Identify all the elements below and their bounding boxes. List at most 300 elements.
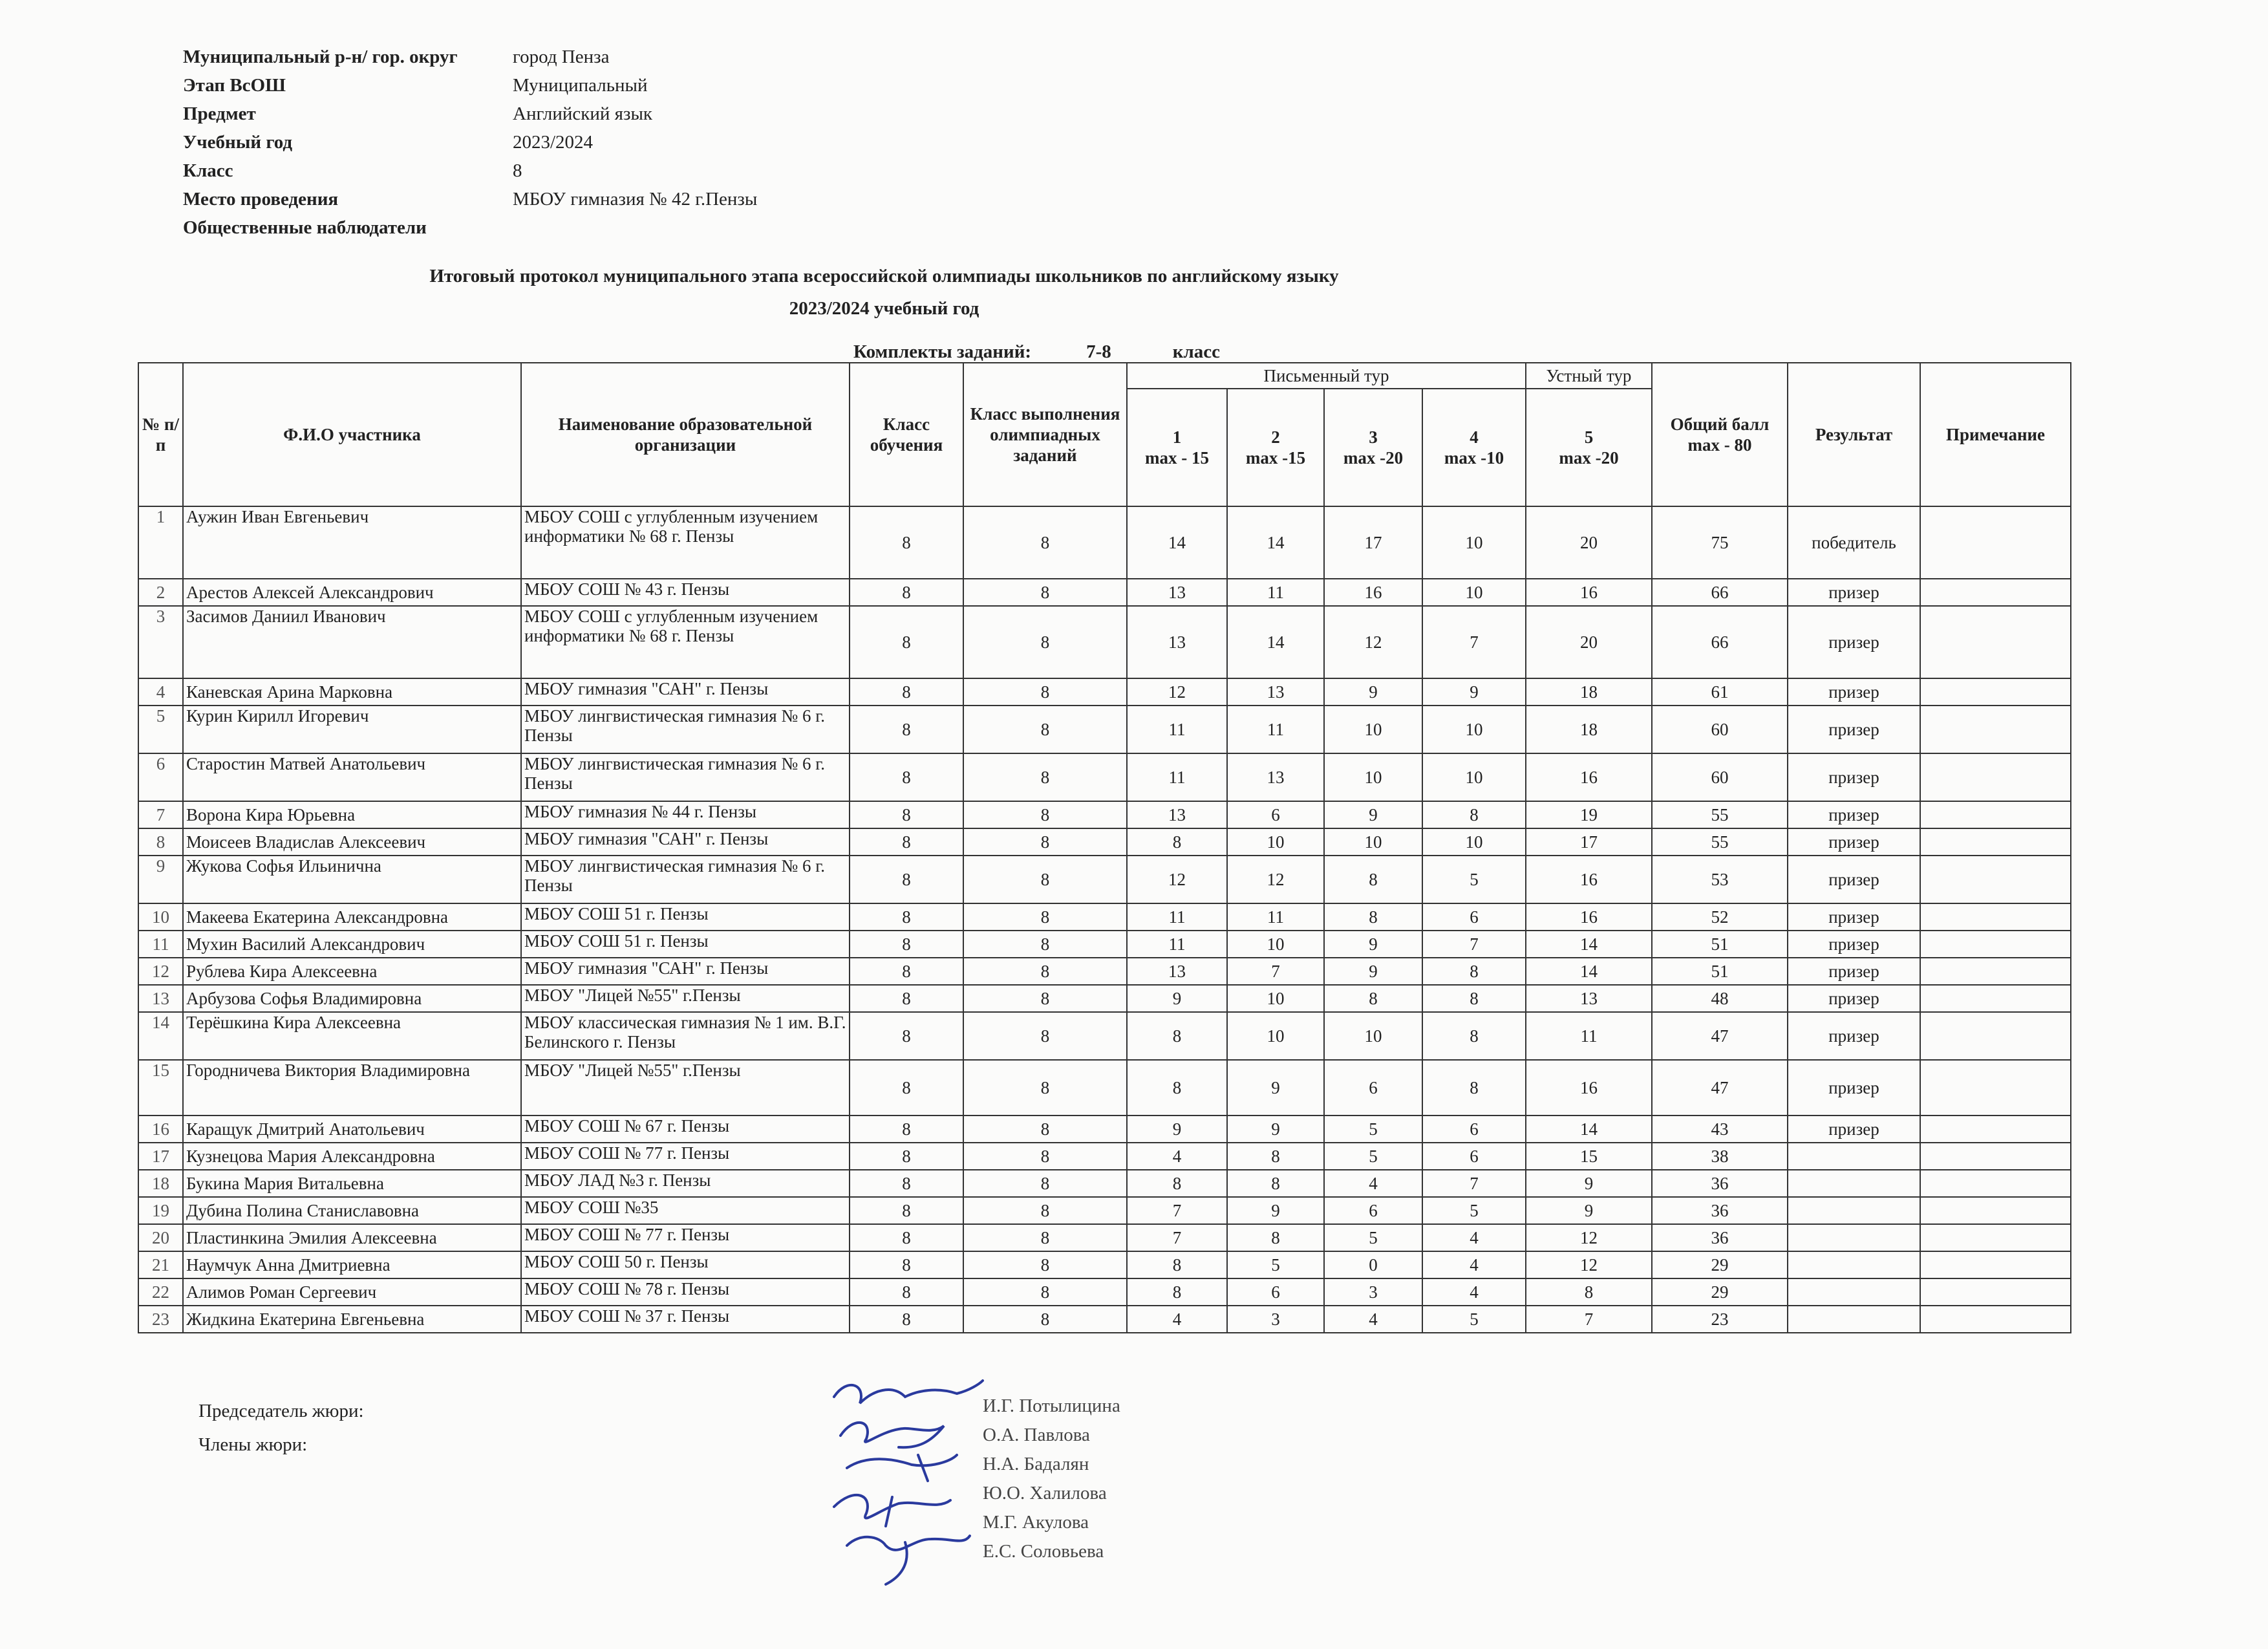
col-header-school: Наименование образовательной организации <box>521 363 850 506</box>
task-grade: 8 <box>963 1278 1127 1306</box>
table-row <box>138 1143 2071 1170</box>
result <box>1788 1306 1920 1333</box>
result: призер <box>1788 1116 1920 1143</box>
score-task-2: 11 <box>1227 706 1324 753</box>
school-name: МБОУ гимназия "САН" г. Пензы <box>521 678 850 706</box>
note <box>1920 706 2071 753</box>
school-name: МБОУ СОШ № 43 г. Пензы <box>521 579 850 606</box>
score-task-5: 20 <box>1526 506 1652 579</box>
grade: 8 <box>850 903 963 931</box>
participant-name: Рублева Кира Алексеевна <box>183 958 521 985</box>
signature-2 <box>840 1423 944 1447</box>
note <box>1920 1012 2071 1060</box>
kits-suffix: класс <box>1172 341 1220 362</box>
score-task-3: 8 <box>1324 903 1422 931</box>
meta-value: 8 <box>513 160 522 181</box>
row-number: 21 <box>138 1251 183 1278</box>
score-task-1: 8 <box>1127 1170 1227 1197</box>
row-number: 14 <box>138 1012 183 1060</box>
col-header-task-5: 5 max -20 <box>1526 389 1652 506</box>
jury-labels <box>198 1394 364 1461</box>
score-task-4: 10 <box>1422 506 1526 579</box>
score-task-4: 8 <box>1422 985 1526 1012</box>
meta-value: 2023/2024 <box>513 131 594 153</box>
note <box>1920 856 2071 903</box>
participant-name: Жукова Софья Ильинична <box>183 856 521 903</box>
note <box>1920 1197 2071 1224</box>
school-name: МБОУ СОШ №35 <box>521 1197 850 1224</box>
score-task-3: 5 <box>1324 1143 1422 1170</box>
score-task-2: 8 <box>1227 1224 1324 1251</box>
row-number: 3 <box>138 606 183 678</box>
col-header-task-grade: Класс выполнения олимпиадных заданий <box>963 363 1127 506</box>
task-grade: 8 <box>963 1116 1127 1143</box>
school-name: МБОУ классическая гимназия № 1 им. В.Г. Белинского г. Пензы <box>521 1012 850 1060</box>
task-grade: 8 <box>963 579 1127 606</box>
note <box>1920 579 2071 606</box>
result: призер <box>1788 753 1920 801</box>
score-task-4: 8 <box>1422 1012 1526 1060</box>
table-row <box>138 958 2071 985</box>
note <box>1920 801 2071 828</box>
total-score: 60 <box>1652 753 1788 801</box>
participant-name: Старостин Матвей Анатольевич <box>183 753 521 801</box>
col-header-num: № п/п <box>138 363 183 506</box>
row-number: 6 <box>138 753 183 801</box>
task-grade: 8 <box>963 1197 1127 1224</box>
score-task-2: 10 <box>1227 985 1324 1012</box>
score-task-4: 9 <box>1422 678 1526 706</box>
row-number: 9 <box>138 856 183 903</box>
participant-name: Засимов Даниил Иванович <box>183 606 521 678</box>
total-score: 38 <box>1652 1143 1788 1170</box>
school-name: МБОУ СОШ № 77 г. Пензы <box>521 1143 850 1170</box>
row-number: 23 <box>138 1306 183 1333</box>
score-task-5: 14 <box>1526 958 1652 985</box>
note <box>1920 931 2071 958</box>
table-row <box>138 1306 2071 1333</box>
meta-value: город Пенза <box>513 46 610 67</box>
participant-name: Букина Мария Витальевна <box>183 1170 521 1197</box>
grade: 8 <box>850 1060 963 1116</box>
grade: 8 <box>850 1116 963 1143</box>
total-score: 55 <box>1652 801 1788 828</box>
result: призер <box>1788 903 1920 931</box>
score-task-1: 14 <box>1127 506 1227 579</box>
score-task-3: 10 <box>1324 828 1422 856</box>
score-task-4: 10 <box>1422 706 1526 753</box>
score-task-4: 4 <box>1422 1251 1526 1278</box>
signature-3 <box>847 1455 957 1481</box>
grade: 8 <box>850 828 963 856</box>
kits-value: 7-8 <box>1086 341 1111 362</box>
score-task-5: 16 <box>1526 856 1652 903</box>
participant-name: Каращук Дмитрий Анатольевич <box>183 1116 521 1143</box>
score-task-3: 5 <box>1324 1116 1422 1143</box>
score-task-3: 9 <box>1324 801 1422 828</box>
task-grade: 8 <box>963 958 1127 985</box>
total-score: 60 <box>1652 706 1788 753</box>
score-task-4: 10 <box>1422 828 1526 856</box>
score-task-2: 3 <box>1227 1306 1324 1333</box>
table-row <box>138 1251 2071 1278</box>
total-score: 66 <box>1652 579 1788 606</box>
score-task-1: 11 <box>1127 753 1227 801</box>
jury-member: О.А. Павлова <box>983 1425 1090 1445</box>
task-grade: 8 <box>963 1251 1127 1278</box>
participant-name: Аужин Иван Евгеньевич <box>183 506 521 579</box>
table-row <box>138 606 2071 678</box>
table-row <box>138 678 2071 706</box>
participant-name: Ворона Кира Юрьевна <box>183 801 521 828</box>
result: призер <box>1788 1012 1920 1060</box>
task-grade: 8 <box>963 678 1127 706</box>
participant-name: Арбузова Софья Владимировна <box>183 985 521 1012</box>
meta-row-observers <box>183 213 757 242</box>
result: победитель <box>1788 506 1920 579</box>
score-task-1: 13 <box>1127 801 1227 828</box>
row-number: 20 <box>138 1224 183 1251</box>
col-header-grade: Класс обучения <box>850 363 963 506</box>
school-name: МБОУ лингвистическая гимназия № 6 г. Пензы <box>521 753 850 801</box>
score-task-5: 7 <box>1526 1306 1652 1333</box>
score-task-3: 3 <box>1324 1278 1422 1306</box>
score-task-1: 8 <box>1127 1012 1227 1060</box>
table-row <box>138 856 2071 903</box>
participant-name: Макеева Екатерина Александровна <box>183 903 521 931</box>
row-number: 19 <box>138 1197 183 1224</box>
score-task-3: 0 <box>1324 1251 1422 1278</box>
result <box>1788 1278 1920 1306</box>
school-name: МБОУ СОШ 51 г. Пензы <box>521 903 850 931</box>
note <box>1920 903 2071 931</box>
score-task-4: 4 <box>1422 1278 1526 1306</box>
score-task-2: 9 <box>1227 1060 1324 1116</box>
note <box>1920 1143 2071 1170</box>
note <box>1920 753 2071 801</box>
col-header-task-2: 2 max -15 <box>1227 389 1324 506</box>
score-task-5: 19 <box>1526 801 1652 828</box>
score-task-4: 10 <box>1422 753 1526 801</box>
row-number: 4 <box>138 678 183 706</box>
meta-value: Муниципальный <box>513 74 648 96</box>
total-score: 51 <box>1652 958 1788 985</box>
task-grade: 8 <box>963 1170 1127 1197</box>
score-task-2: 14 <box>1227 606 1324 678</box>
meta-value: МБОУ гимназия № 42 г.Пензы <box>513 188 758 210</box>
jury-member: Н.А. Бадалян <box>983 1454 1089 1474</box>
grade: 8 <box>850 678 963 706</box>
score-task-1: 4 <box>1127 1306 1227 1333</box>
score-task-3: 10 <box>1324 1012 1422 1060</box>
score-task-4: 4 <box>1422 1224 1526 1251</box>
participant-name: Каневская Арина Марковна <box>183 678 521 706</box>
note <box>1920 828 2071 856</box>
grade: 8 <box>850 606 963 678</box>
score-task-2: 12 <box>1227 856 1324 903</box>
col-header-total: Общий балл max - 80 <box>1652 363 1788 506</box>
participant-name: Алимов Роман Сергеевич <box>183 1278 521 1306</box>
row-number: 17 <box>138 1143 183 1170</box>
score-task-2: 7 <box>1227 958 1324 985</box>
result: призер <box>1788 1060 1920 1116</box>
table-row <box>138 903 2071 931</box>
result: призер <box>1788 931 1920 958</box>
result: призер <box>1788 706 1920 753</box>
task-grade: 8 <box>963 1306 1127 1333</box>
score-task-5: 16 <box>1526 579 1652 606</box>
task-grade: 8 <box>963 1224 1127 1251</box>
total-score: 66 <box>1652 606 1788 678</box>
note <box>1920 678 2071 706</box>
meta-row-year <box>183 128 757 156</box>
participant-name: Жидкина Екатерина Евгеньевна <box>183 1306 521 1333</box>
score-task-5: 16 <box>1526 903 1652 931</box>
total-score: 53 <box>1652 856 1788 903</box>
meta-label: Место проведения <box>183 188 339 210</box>
school-name: МБОУ СОШ № 77 г. Пензы <box>521 1224 850 1251</box>
grade: 8 <box>850 1224 963 1251</box>
score-task-3: 4 <box>1324 1170 1422 1197</box>
jury-member: Ю.О. Халилова <box>983 1483 1107 1503</box>
table-row <box>138 706 2071 753</box>
participant-name: Мухин Василий Александрович <box>183 931 521 958</box>
score-task-4: 5 <box>1422 856 1526 903</box>
result <box>1788 1224 1920 1251</box>
participant-name: Курин Кирилл Игоревич <box>183 706 521 753</box>
grade: 8 <box>850 985 963 1012</box>
row-number: 22 <box>138 1278 183 1306</box>
meta-row-stage <box>183 71 757 100</box>
score-task-3: 4 <box>1324 1306 1422 1333</box>
result <box>1788 1251 1920 1278</box>
total-score: 51 <box>1652 931 1788 958</box>
score-task-3: 17 <box>1324 506 1422 579</box>
table-row <box>138 1116 2071 1143</box>
score-task-5: 11 <box>1526 1012 1652 1060</box>
score-task-3: 8 <box>1324 985 1422 1012</box>
col-header-note: Примечание <box>1920 363 2071 506</box>
table-row <box>138 1197 2071 1224</box>
total-score: 75 <box>1652 506 1788 579</box>
total-score: 48 <box>1652 985 1788 1012</box>
score-task-1: 12 <box>1127 678 1227 706</box>
total-score: 29 <box>1652 1278 1788 1306</box>
note <box>1920 958 2071 985</box>
grade: 8 <box>850 1170 963 1197</box>
grade: 8 <box>850 958 963 985</box>
col-header-name: Ф.И.О участника <box>183 363 521 506</box>
col-header-result: Результат <box>1788 363 1920 506</box>
result <box>1788 1197 1920 1224</box>
signature-5 <box>847 1536 970 1584</box>
task-grade: 8 <box>963 753 1127 801</box>
score-task-2: 10 <box>1227 1012 1324 1060</box>
task-grade: 8 <box>963 1012 1127 1060</box>
score-task-2: 14 <box>1227 506 1324 579</box>
row-number: 10 <box>138 903 183 931</box>
task-grade: 8 <box>963 1143 1127 1170</box>
table-row <box>138 1170 2071 1197</box>
row-number: 5 <box>138 706 183 753</box>
row-number: 7 <box>138 801 183 828</box>
note <box>1920 1116 2071 1143</box>
protocol-title <box>0 260 1768 325</box>
table-row <box>138 985 2071 1012</box>
school-name: МБОУ гимназия "САН" г. Пензы <box>521 828 850 856</box>
signature-1 <box>834 1381 983 1403</box>
total-score: 36 <box>1652 1170 1788 1197</box>
score-task-4: 5 <box>1422 1197 1526 1224</box>
score-task-3: 10 <box>1324 706 1422 753</box>
score-task-5: 12 <box>1526 1251 1652 1278</box>
score-task-4: 6 <box>1422 1116 1526 1143</box>
col-header-task-4: 4 max -10 <box>1422 389 1526 506</box>
total-score: 36 <box>1652 1224 1788 1251</box>
score-task-1: 13 <box>1127 958 1227 985</box>
score-task-4: 7 <box>1422 606 1526 678</box>
score-task-4: 8 <box>1422 1060 1526 1116</box>
note <box>1920 1306 2071 1333</box>
grade: 8 <box>850 706 963 753</box>
participant-name: Моисеев Владислав Алексеевич <box>183 828 521 856</box>
result: призер <box>1788 579 1920 606</box>
score-task-5: 9 <box>1526 1170 1652 1197</box>
row-number: 11 <box>138 931 183 958</box>
result: призер <box>1788 958 1920 985</box>
table-row <box>138 801 2071 828</box>
kits-label: Комплекты заданий: <box>853 341 1032 362</box>
score-task-1: 11 <box>1127 706 1227 753</box>
title-line-1: Итоговый протокол муниципального этапа всероссийской олимпиады школьников по английскому языку <box>429 266 1339 286</box>
score-task-5: 9 <box>1526 1197 1652 1224</box>
score-task-4: 8 <box>1422 801 1526 828</box>
col-header-oral: Устный тур <box>1526 363 1652 389</box>
score-task-2: 5 <box>1227 1251 1324 1278</box>
score-task-1: 4 <box>1127 1143 1227 1170</box>
task-grade: 8 <box>963 506 1127 579</box>
table-row <box>138 1060 2071 1116</box>
score-task-2: 9 <box>1227 1197 1324 1224</box>
school-name: МБОУ СОШ с углубленным изучением информатики № 68 г. Пензы <box>521 606 850 678</box>
score-task-5: 18 <box>1526 678 1652 706</box>
row-number: 18 <box>138 1170 183 1197</box>
score-task-1: 7 <box>1127 1197 1227 1224</box>
score-task-4: 7 <box>1422 931 1526 958</box>
participant-name: Наумчук Анна Дмитриевна <box>183 1251 521 1278</box>
document-metadata <box>183 43 757 242</box>
school-name: МБОУ лингвистическая гимназия № 6 г. Пензы <box>521 706 850 753</box>
grade: 8 <box>850 1306 963 1333</box>
school-name: МБОУ гимназия № 44 г. Пензы <box>521 801 850 828</box>
table-row <box>138 506 2071 579</box>
meta-label: Класс <box>183 160 233 181</box>
score-task-1: 12 <box>1127 856 1227 903</box>
school-name: МБОУ лингвистическая гимназия № 6 г. Пензы <box>521 856 850 903</box>
handwritten-signatures <box>821 1371 996 1604</box>
school-name: МБОУ гимназия "САН" г. Пензы <box>521 958 850 985</box>
school-name: МБОУ СОШ № 78 г. Пензы <box>521 1278 850 1306</box>
meta-label: Этап ВсОШ <box>183 74 286 96</box>
score-task-2: 8 <box>1227 1143 1324 1170</box>
col-header-written: Письменный тур <box>1127 363 1526 389</box>
grade: 8 <box>850 1251 963 1278</box>
note <box>1920 1278 2071 1306</box>
school-name: МБОУ "Лицей №55" г.Пензы <box>521 985 850 1012</box>
task-grade: 8 <box>963 856 1127 903</box>
score-task-2: 10 <box>1227 828 1324 856</box>
grade: 8 <box>850 931 963 958</box>
score-task-4: 6 <box>1422 1143 1526 1170</box>
score-task-1: 13 <box>1127 579 1227 606</box>
school-name: МБОУ "Лицей №55" г.Пензы <box>521 1060 850 1116</box>
total-score: 61 <box>1652 678 1788 706</box>
score-task-5: 17 <box>1526 828 1652 856</box>
task-grade: 8 <box>963 903 1127 931</box>
table-row <box>138 753 2071 801</box>
score-task-5: 20 <box>1526 606 1652 678</box>
score-task-1: 11 <box>1127 931 1227 958</box>
total-score: 29 <box>1652 1251 1788 1278</box>
results-body <box>138 506 2071 1333</box>
row-number: 8 <box>138 828 183 856</box>
participant-name: Терёшкина Кира Алексеевна <box>183 1012 521 1060</box>
meta-label: Предмет <box>183 103 256 124</box>
result: призер <box>1788 985 1920 1012</box>
score-task-1: 9 <box>1127 985 1227 1012</box>
table-row <box>138 828 2071 856</box>
score-task-1: 9 <box>1127 1116 1227 1143</box>
participant-name: Кузнецова Мария Александровна <box>183 1143 521 1170</box>
score-task-1: 8 <box>1127 828 1227 856</box>
total-score: 55 <box>1652 828 1788 856</box>
score-task-1: 8 <box>1127 1060 1227 1116</box>
score-task-3: 9 <box>1324 931 1422 958</box>
row-number: 12 <box>138 958 183 985</box>
meta-row-district <box>183 43 757 71</box>
school-name: МБОУ СОШ с углубленным изучением информатики № 68 г. Пензы <box>521 506 850 579</box>
score-task-4: 7 <box>1422 1170 1526 1197</box>
score-task-5: 12 <box>1526 1224 1652 1251</box>
row-number: 13 <box>138 985 183 1012</box>
score-task-3: 9 <box>1324 678 1422 706</box>
score-task-3: 10 <box>1324 753 1422 801</box>
school-name: МБОУ ЛАД №3 г. Пензы <box>521 1170 850 1197</box>
result: призер <box>1788 856 1920 903</box>
grade: 8 <box>850 1143 963 1170</box>
score-task-2: 11 <box>1227 579 1324 606</box>
score-task-2: 11 <box>1227 903 1324 931</box>
meta-label: Учебный год <box>183 131 293 153</box>
school-name: МБОУ СОШ № 67 г. Пензы <box>521 1116 850 1143</box>
score-task-2: 6 <box>1227 1278 1324 1306</box>
score-task-3: 12 <box>1324 606 1422 678</box>
table-row <box>138 1224 2071 1251</box>
grade: 8 <box>850 753 963 801</box>
meta-row-venue <box>183 185 757 213</box>
participant-name: Дубина Полина Станиславовна <box>183 1197 521 1224</box>
note <box>1920 1224 2071 1251</box>
score-task-4: 6 <box>1422 903 1526 931</box>
score-task-2: 8 <box>1227 1170 1324 1197</box>
note <box>1920 1170 2071 1197</box>
note <box>1920 1251 2071 1278</box>
signature-4 <box>834 1495 950 1526</box>
note <box>1920 606 2071 678</box>
members-label: Члены жюри: <box>198 1434 308 1455</box>
total-score: 47 <box>1652 1012 1788 1060</box>
score-task-2: 13 <box>1227 678 1324 706</box>
